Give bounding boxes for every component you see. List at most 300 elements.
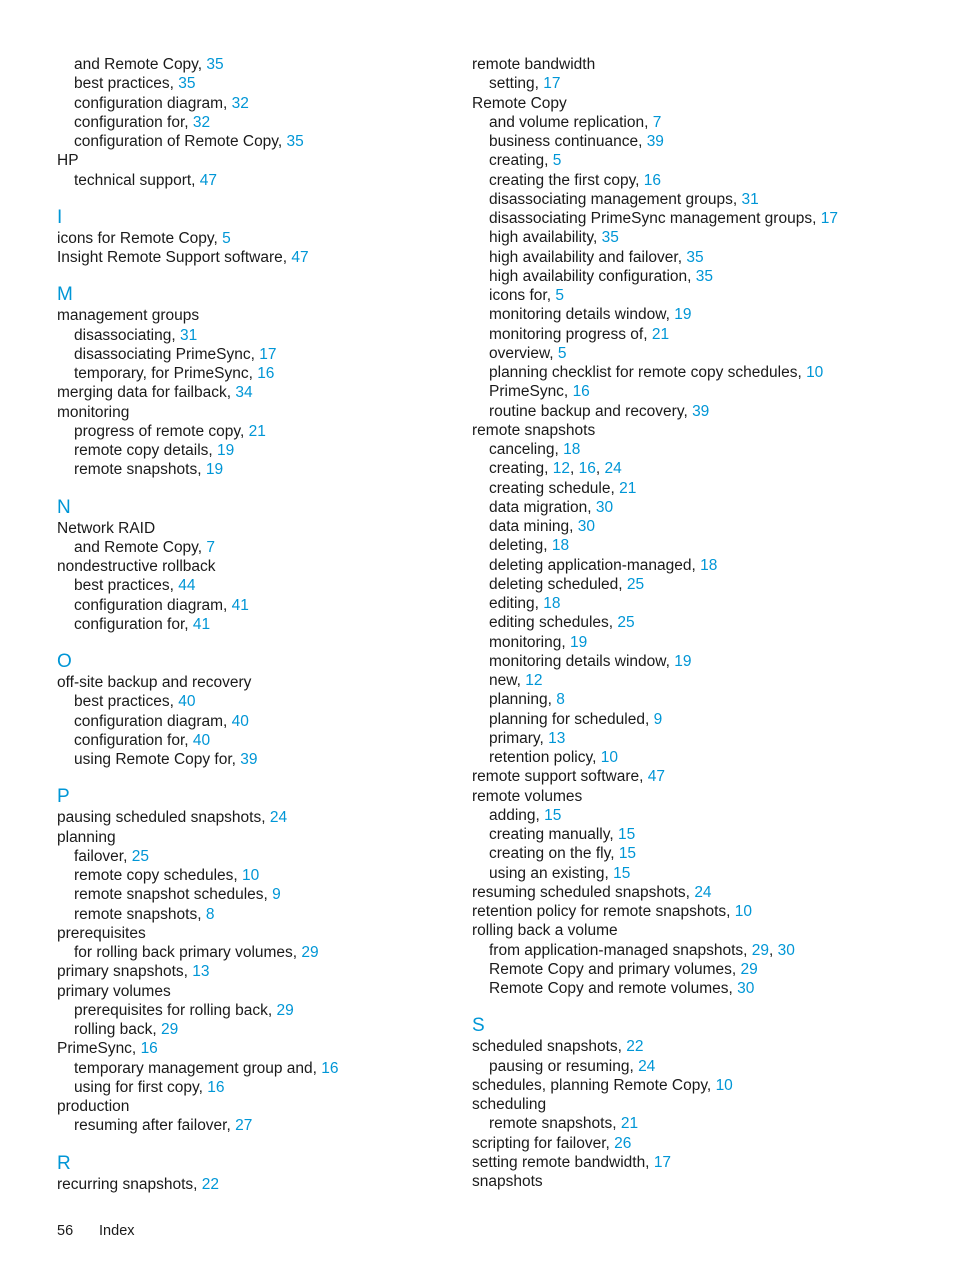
- index-entry: [57, 1175, 457, 1194]
- page-link[interactable]: 40: [192, 731, 211, 749]
- page-link[interactable]: 29: [276, 1001, 294, 1019]
- index-subentry: [472, 864, 932, 883]
- index-subentry: [472, 979, 932, 998]
- index-subentry: [472, 325, 932, 344]
- page-link[interactable]: 21: [620, 1115, 639, 1133]
- index-term: progress of remote copy,: [74, 422, 249, 440]
- index-term: primary,: [489, 729, 549, 747]
- index-term: adding,: [489, 806, 545, 824]
- page-link[interactable]: 15: [544, 806, 562, 824]
- index-subentry: [472, 960, 932, 979]
- index-subentry: [472, 710, 932, 729]
- index-term: off-site backup and recovery: [57, 674, 252, 691]
- page-link[interactable]: 10: [600, 749, 618, 766]
- index-term: editing,: [489, 595, 544, 612]
- page-link[interactable]: 5: [552, 152, 562, 170]
- page-link[interactable]: 21: [619, 479, 637, 497]
- page-link[interactable]: 27: [235, 1117, 253, 1135]
- index-term: monitoring,: [489, 633, 570, 651]
- index-term: best practices,: [74, 577, 179, 595]
- page-link[interactable]: 25: [131, 847, 149, 865]
- index-term: monitoring details window,: [489, 306, 675, 324]
- index-subentry: [472, 1057, 932, 1076]
- index-letter-heading: M: [57, 284, 73, 306]
- page-link[interactable]: 47: [647, 768, 665, 786]
- index-entry: [57, 306, 457, 325]
- index-subentry: [57, 712, 457, 731]
- index-term: scheduled snapshots,: [472, 1038, 627, 1056]
- index-subentry: [472, 440, 932, 459]
- index-entry: [57, 808, 457, 827]
- page-link[interactable]: 9: [272, 886, 281, 904]
- index-term: overview,: [489, 344, 558, 362]
- index-term: creating,: [489, 152, 553, 170]
- page-link[interactable]: 19: [217, 442, 235, 459]
- page-link[interactable]: 5: [222, 229, 231, 247]
- page-link[interactable]: 8: [556, 691, 565, 709]
- page-link[interactable]: 21: [651, 325, 670, 343]
- page-link[interactable]: 15: [613, 864, 631, 882]
- index-term: data mining,: [489, 518, 578, 535]
- page-link[interactable]: 44: [178, 577, 196, 595]
- index-subentry: [472, 729, 932, 748]
- index-entry: [472, 1037, 932, 1056]
- index-term: scheduling: [472, 1096, 547, 1113]
- page-link[interactable]: 30: [577, 518, 595, 535]
- index-term: planning checklist for remote copy schedules,: [489, 364, 807, 381]
- page-link[interactable]: 40: [231, 712, 249, 730]
- index-entry: [472, 55, 932, 74]
- index-entry: [472, 1172, 932, 1191]
- index-term: snapshots: [472, 1173, 543, 1190]
- index-entry: [472, 767, 932, 786]
- page-link[interactable]: 9: [653, 710, 663, 728]
- page-link[interactable]: 5: [557, 344, 567, 362]
- index-subentry: [472, 633, 932, 652]
- page-link[interactable]: 10: [734, 903, 753, 920]
- index-term: Remote Copy: [472, 94, 567, 112]
- index-subentry: [57, 113, 457, 132]
- index-term: remote snapshots,: [74, 461, 206, 479]
- page-link[interactable]: 13: [192, 963, 210, 981]
- page-link[interactable]: 35: [178, 75, 196, 93]
- index-term: high availability,: [489, 229, 602, 247]
- index-entry: [57, 1097, 457, 1116]
- page-link[interactable]: 35: [206, 56, 224, 73]
- index-column-left: [57, 55, 457, 1194]
- index-subentry: [472, 844, 932, 863]
- index-subentry: [57, 441, 457, 460]
- index-subentry: [57, 1078, 457, 1097]
- index-term: icons for Remote Copy,: [57, 229, 223, 247]
- index-term: new,: [489, 672, 526, 689]
- page-link[interactable]: 41: [192, 615, 211, 633]
- page-link[interactable]: 32: [231, 94, 249, 112]
- page-link[interactable]: 25: [626, 575, 645, 593]
- index-subentry: [472, 479, 932, 498]
- page-link[interactable]: 7: [206, 538, 216, 556]
- index-subentry: [57, 885, 457, 904]
- page-link[interactable]: 32: [192, 113, 211, 131]
- index-term: Network RAID: [57, 519, 156, 537]
- index-subentry: [472, 267, 932, 286]
- index-term: prerequisites for rolling back,: [74, 1001, 277, 1019]
- index-subentry: [472, 305, 932, 324]
- index-term: creating schedule,: [489, 479, 620, 497]
- page-footer: [57, 1222, 135, 1241]
- index-term: resuming scheduled snapshots,: [472, 883, 695, 901]
- index-subentry: [57, 1020, 457, 1039]
- index-subentry: [472, 151, 932, 170]
- index-entry: [57, 982, 457, 1001]
- index-term: pausing scheduled snapshots,: [57, 809, 270, 827]
- index-entry: [472, 921, 932, 940]
- page-link[interactable]: 35: [695, 267, 714, 285]
- page-link[interactable]: 16: [578, 460, 596, 478]
- page-link[interactable]: 12: [552, 460, 571, 478]
- index-term: management groups: [57, 307, 200, 325]
- index-entry: [472, 94, 932, 113]
- index-term: data migration,: [489, 498, 596, 516]
- page-link[interactable]: 5: [555, 287, 564, 304]
- page-link[interactable]: 13: [548, 729, 566, 747]
- index-column-right: [472, 55, 932, 1191]
- index-entry: [472, 1153, 932, 1172]
- page-link[interactable]: 18: [543, 595, 561, 612]
- page-link[interactable]: 16: [321, 1059, 339, 1077]
- index-term: temporary management group and,: [74, 1059, 322, 1077]
- index-entry: [472, 1134, 932, 1153]
- page-link[interactable]: 22: [626, 1038, 644, 1056]
- index-entry: [57, 519, 457, 538]
- page-link[interactable]: 34: [235, 384, 253, 402]
- index-term: scripting for failover,: [472, 1134, 615, 1152]
- index-subentry: [57, 171, 457, 190]
- index-term: temporary, for PrimeSync,: [74, 365, 258, 382]
- page-link[interactable]: 16: [643, 171, 662, 189]
- index-subentry: [57, 94, 457, 113]
- index-term: Remote Copy and remote volumes,: [489, 980, 738, 997]
- index-term: and volume replication,: [489, 113, 653, 131]
- index-entry: [472, 1095, 932, 1114]
- index-term: Remote Copy and primary volumes,: [489, 960, 741, 978]
- index-term: remote volumes: [472, 787, 583, 805]
- index-term: deleting scheduled,: [489, 575, 627, 593]
- index-subentry: [472, 248, 932, 267]
- index-letter-heading: P: [57, 786, 70, 808]
- index-entry: [57, 828, 457, 847]
- page-link[interactable]: 17: [653, 1153, 672, 1171]
- index-subentry: [57, 326, 457, 345]
- page-link[interactable]: 10: [806, 364, 824, 381]
- index-term: disassociating management groups,: [489, 190, 742, 208]
- index-term: PrimeSync,: [57, 1040, 141, 1058]
- page-link[interactable]: 18: [563, 441, 581, 458]
- index-term: recurring snapshots,: [57, 1175, 202, 1193]
- index-term: planning: [57, 828, 116, 846]
- page-link[interactable]: 16: [572, 383, 590, 401]
- index-subentry: [57, 943, 457, 962]
- index-term: rolling back a volume: [472, 922, 618, 940]
- index-term: schedules, planning Remote Copy,: [472, 1076, 716, 1094]
- index-subentry: [472, 228, 932, 247]
- page-link[interactable]: 16: [207, 1078, 225, 1096]
- index-term: deleting application-managed,: [489, 556, 701, 574]
- page-link[interactable]: 29: [751, 941, 770, 959]
- page-link[interactable]: 19: [205, 461, 224, 479]
- page-link[interactable]: 18: [551, 537, 570, 555]
- index-term: icons for,: [489, 287, 556, 304]
- index-term: configuration of Remote Copy,: [74, 133, 287, 150]
- page-link[interactable]: 30: [595, 498, 614, 516]
- index-entry: [472, 787, 932, 806]
- index-term: HP: [57, 152, 79, 170]
- index-entry: [57, 557, 457, 576]
- index-term: remote support software,: [472, 768, 648, 786]
- index-term: canceling,: [489, 441, 564, 458]
- page-link[interactable]: 16: [257, 365, 275, 382]
- index-subentry: [57, 364, 457, 383]
- index-subentry: [57, 750, 457, 769]
- index-subentry: [472, 536, 932, 555]
- index-term: planning,: [489, 691, 557, 709]
- index-entry: [472, 1076, 932, 1095]
- index-term: and Remote Copy,: [74, 538, 207, 556]
- index-term: setting remote bandwidth,: [472, 1153, 654, 1171]
- index-term: merging data for failback,: [57, 384, 236, 402]
- page-link[interactable]: 19: [674, 306, 692, 324]
- index-entry: [57, 229, 457, 248]
- index-entry: [57, 151, 457, 170]
- index-term: retention policy,: [489, 749, 601, 766]
- page-link[interactable]: 10: [242, 867, 260, 884]
- index-subentry: [472, 190, 932, 209]
- page-link[interactable]: 29: [161, 1021, 179, 1038]
- index-term: nondestructive rollback: [57, 558, 216, 575]
- page-link[interactable]: 19: [569, 633, 588, 651]
- index-subentry: [472, 498, 932, 517]
- index-term: remote snapshots: [472, 421, 596, 439]
- index-subentry: [57, 576, 457, 595]
- page-link[interactable]: 29: [740, 960, 758, 978]
- index-term: business continuance,: [489, 133, 647, 150]
- index-term: planning for scheduled,: [489, 710, 654, 728]
- index-subentry: [472, 209, 932, 228]
- index-subentry: from application-managed snapshots, 29, 30: [489, 941, 795, 959]
- index-subentry: [472, 806, 932, 825]
- index-subentry: [57, 460, 457, 479]
- index-entry: [57, 248, 457, 267]
- page-link[interactable]: 17: [820, 210, 838, 227]
- index-term: remote snapshot schedules,: [74, 886, 273, 904]
- index-subentry: [472, 1114, 932, 1133]
- footer-page-number: 56: [57, 1223, 74, 1239]
- index-term: and Remote Copy,: [74, 56, 207, 73]
- index-entry: [57, 403, 457, 422]
- index-term: creating the first copy,: [489, 171, 644, 189]
- index-term: retention policy for remote snapshots,: [472, 903, 735, 920]
- index-term: configuration diagram,: [74, 596, 232, 614]
- index-term: rolling back,: [74, 1021, 162, 1038]
- index-term: monitoring progress of,: [489, 325, 652, 343]
- index-letter-heading: N: [57, 496, 71, 518]
- index-term: best practices,: [74, 693, 179, 711]
- index-term: pausing or resuming,: [489, 1057, 639, 1075]
- index-subentry: [57, 538, 457, 557]
- page-link[interactable]: 16: [140, 1040, 158, 1058]
- index-term: editing schedules,: [489, 614, 618, 632]
- index-subentry: [57, 615, 457, 634]
- index-subentry: [57, 596, 457, 615]
- index-term: high availability configuration,: [489, 267, 696, 285]
- index-term: remote bandwidth: [472, 56, 596, 73]
- index-entry: [57, 1039, 457, 1058]
- index-entry: [57, 383, 457, 402]
- page-link[interactable]: 25: [617, 614, 635, 632]
- index-subentry: [57, 692, 457, 711]
- page-link[interactable]: 8: [205, 905, 215, 923]
- index-entry: [57, 962, 457, 981]
- page-link[interactable]: 26: [614, 1134, 632, 1152]
- page-link[interactable]: 12: [525, 672, 543, 689]
- index-term: remote snapshots,: [489, 1115, 621, 1133]
- index-term: resuming after failover,: [74, 1117, 236, 1135]
- index-entry: [472, 421, 932, 440]
- index-term: prerequisites: [57, 924, 146, 942]
- index-subentry: [472, 113, 932, 132]
- index-subentry: [57, 74, 457, 93]
- page-link[interactable]: 39: [646, 133, 664, 150]
- index-term: monitoring details window,: [489, 652, 675, 670]
- page-link[interactable]: 35: [601, 229, 619, 247]
- page-link[interactable]: 10: [715, 1076, 733, 1094]
- index-term: using Remote Copy for,: [74, 751, 241, 768]
- index-subentry: [472, 382, 932, 401]
- index-subentry: [472, 171, 932, 190]
- index-subentry: [472, 556, 932, 575]
- index-subentry: [472, 594, 932, 613]
- index-subentry: [472, 344, 932, 363]
- page-link[interactable]: 41: [231, 596, 249, 614]
- index-term: remote copy schedules,: [74, 867, 243, 884]
- page-link[interactable]: 35: [686, 248, 704, 266]
- index-term: disassociating PrimeSync management groups,: [489, 210, 821, 227]
- page-link[interactable]: 30: [777, 941, 795, 959]
- index-term: primary snapshots,: [57, 963, 193, 981]
- page-link[interactable]: 29: [301, 944, 319, 961]
- page-link[interactable]: 18: [700, 556, 718, 574]
- index-subentry: creating, 12, 16, 24: [489, 460, 622, 478]
- index-subentry: [472, 652, 932, 671]
- index-term: using for first copy,: [74, 1078, 208, 1096]
- index-term: creating,: [489, 460, 553, 478]
- page-link[interactable]: 24: [269, 809, 288, 827]
- index-term: technical support,: [74, 171, 200, 189]
- index-term: creating manually,: [489, 826, 618, 843]
- index-entry: [472, 883, 932, 902]
- page-link[interactable]: 17: [259, 345, 277, 363]
- index-subentry: [472, 132, 932, 151]
- index-subentry: [57, 132, 457, 151]
- index-entry: [57, 924, 457, 943]
- index-subentry: [472, 575, 932, 594]
- index-letter-heading: O: [57, 651, 72, 672]
- page-link[interactable]: 31: [179, 326, 198, 344]
- index-subentry: [57, 1059, 457, 1078]
- page-link[interactable]: 24: [694, 883, 712, 901]
- index-term: from application-managed snapshots,: [489, 941, 752, 959]
- index-subentry: [57, 345, 457, 364]
- page-link[interactable]: 24: [604, 460, 622, 478]
- page-link[interactable]: 39: [240, 751, 258, 768]
- page-link[interactable]: 17: [543, 75, 561, 93]
- index-term: creating on the fly,: [489, 845, 619, 863]
- index-term: configuration for,: [74, 615, 193, 633]
- index-term: production: [57, 1098, 130, 1115]
- index-subentry: [472, 402, 932, 421]
- index-subentry: [57, 866, 457, 885]
- index-subentry: [57, 55, 457, 74]
- index-term: Insight Remote Support software,: [57, 249, 292, 266]
- index-letter-heading: R: [57, 1152, 71, 1174]
- page-link[interactable]: 30: [737, 980, 755, 997]
- index-term: high availability and failover,: [489, 248, 687, 266]
- index-subentry: [472, 671, 932, 690]
- index-entry: [472, 902, 932, 921]
- index-term: configuration for,: [74, 731, 193, 749]
- page-link[interactable]: 21: [248, 422, 266, 440]
- index-term: PrimeSync,: [489, 383, 573, 401]
- index-subentry: [472, 74, 932, 93]
- page-link[interactable]: 19: [674, 652, 692, 670]
- index-letter-heading: S: [472, 1015, 485, 1037]
- page-link[interactable]: 15: [618, 845, 637, 863]
- index-term: setting,: [489, 75, 544, 93]
- footer-section-title: Index: [99, 1223, 135, 1239]
- index-term: disassociating PrimeSync,: [74, 345, 260, 363]
- index-term: for rolling back primary volumes,: [74, 944, 302, 961]
- page-link[interactable]: 22: [201, 1175, 219, 1193]
- index-term: configuration diagram,: [74, 712, 232, 730]
- index-term: configuration diagram,: [74, 94, 232, 112]
- index-subentry: [472, 286, 932, 305]
- index-subentry: [472, 363, 932, 382]
- index-term: primary volumes: [57, 982, 171, 1000]
- page-link[interactable]: 7: [652, 113, 662, 131]
- page-link[interactable]: 47: [291, 249, 309, 266]
- index-subentry: [57, 1116, 457, 1135]
- page-link[interactable]: 24: [638, 1057, 656, 1075]
- index-subentry: [472, 825, 932, 844]
- index-term: remote snapshots,: [74, 905, 206, 923]
- page-link[interactable]: 35: [286, 133, 304, 150]
- index-term: remote copy details,: [74, 442, 218, 459]
- index-subentry: [472, 690, 932, 709]
- page-link[interactable]: 40: [178, 693, 196, 711]
- index-subentry: [57, 731, 457, 750]
- index-subentry: [57, 905, 457, 924]
- index-term: routine backup and recovery,: [489, 402, 693, 420]
- page-link[interactable]: 47: [199, 171, 218, 189]
- index-subentry: [57, 1001, 457, 1020]
- index-letter-heading: I: [57, 206, 63, 228]
- page-link[interactable]: 31: [741, 190, 759, 208]
- page-link[interactable]: 15: [617, 826, 636, 843]
- page-link[interactable]: 39: [692, 402, 710, 420]
- index-term: configuration for,: [74, 113, 193, 131]
- index-term: monitoring: [57, 403, 130, 421]
- index-term: deleting,: [489, 537, 552, 555]
